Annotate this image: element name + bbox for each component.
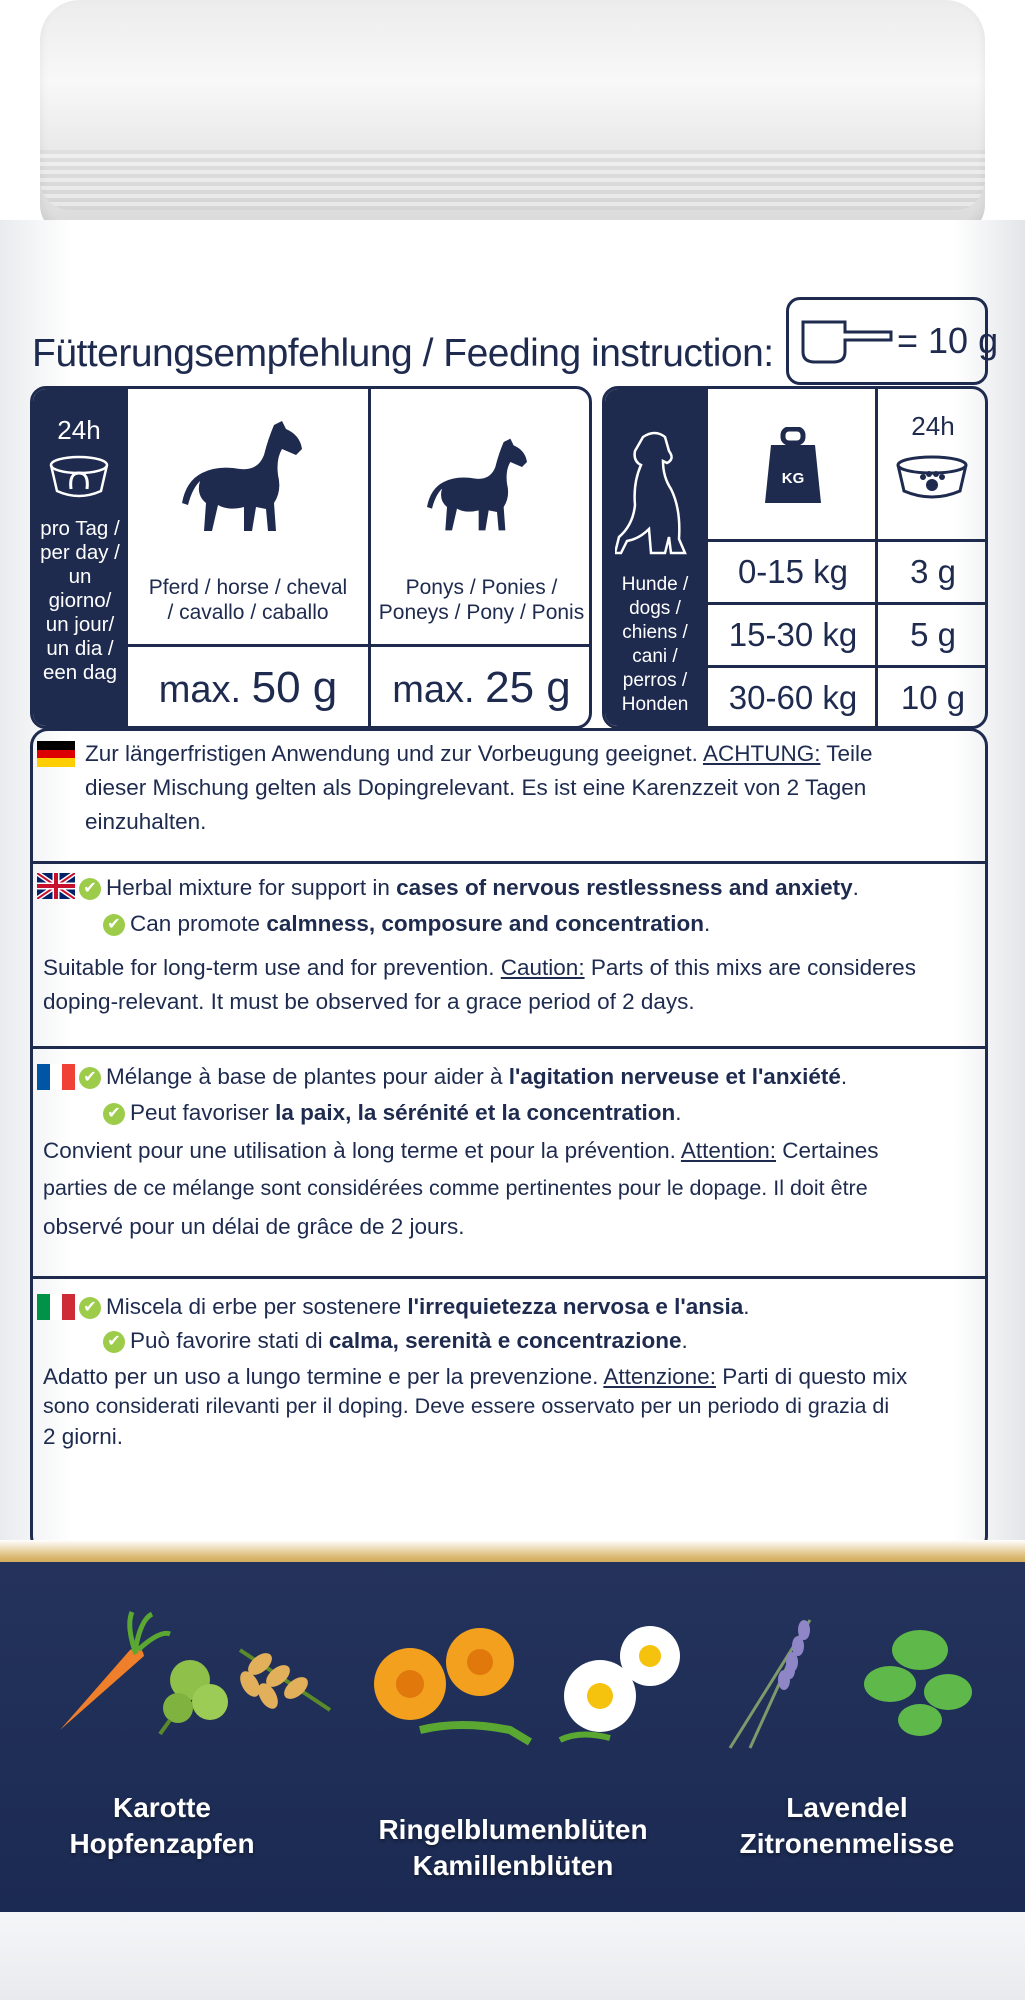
per-day-text: pro Tag / per day / un giorno/ un jour/ un dia / een dag: [40, 517, 120, 684]
dog-feeding-table: [602, 386, 988, 729]
calendula-chamomile-icon: [360, 1620, 700, 1760]
en-claim-2: ✔ Can promote calmness, composure and concentration.: [103, 911, 710, 937]
it-claim-1: ✔ Miscela di erbe per sostenere l'irrequietezza nervosa e l'ansia.: [79, 1294, 750, 1320]
dose-header: [878, 389, 988, 542]
en-claim-1: ✔ Herbal mixture for support in cases of nervous restlessness and anxiety.: [79, 875, 859, 901]
check-icon: ✔: [79, 1297, 101, 1319]
fr-claim-2: ✔ Peut favoriser la paix, la sérénité et la concentration.: [103, 1100, 682, 1126]
pony-icon: [371, 437, 592, 542]
de-line-1: Zur längerfristigen Anwendung und zur Vorbeugung geeignet. ACHTUNG: Teile: [85, 741, 873, 766]
uk-flag-icon: [37, 873, 75, 899]
it-line-1: Adatto per un uso a lungo termine e per la prevenzione. Attenzione: Parti di questo mix: [43, 1364, 908, 1389]
dog-dose-column: [875, 389, 988, 726]
herb-group-3: Lavendel Zitronenmelisse: [739, 1792, 955, 1859]
it-line-2: sono considerati rilevanti per il doping. Deve essere osservato per un periodo di grazia di: [43, 1394, 890, 1418]
fr-line-1: Convient pour une utilisation à long terme et pour la prévention. Attention: Certaines: [43, 1138, 879, 1163]
check-icon: ✔: [103, 1331, 125, 1353]
horse-column: [125, 389, 368, 726]
italian-flag-icon: [37, 1294, 75, 1320]
weight-header: [708, 389, 878, 542]
check-icon: ✔: [79, 1067, 101, 1089]
scoop-legend: [786, 297, 999, 385]
per-day-column: [33, 389, 125, 726]
per-day-24h: 24h: [57, 415, 101, 445]
paw-bowl-icon: [892, 453, 972, 503]
dog-weight-row-3: 30-60 kg: [728, 679, 858, 716]
dog-column: [605, 389, 705, 726]
svg-text:KG: KG: [781, 470, 805, 487]
section-english: [33, 861, 985, 1049]
german-flag-icon: [37, 741, 75, 767]
horse-icon: [128, 419, 368, 544]
pony-column: [368, 389, 592, 726]
it-line-3: 2 giorni.: [43, 1424, 124, 1449]
dog-label: Hunde / dogs / chiens / cani / perros / Honden: [621, 574, 689, 715]
jar-bottom: [0, 1912, 1025, 2000]
french-flag-icon: [37, 1064, 75, 1090]
check-icon: ✔: [103, 1103, 125, 1125]
fr-claim-1: ✔ Mélange à base de plantes pour aider à l'agitation nerveuse et l'anxiété.: [79, 1064, 847, 1090]
dog-icon: [615, 429, 695, 559]
de-line-2: dieser Mischung gelten als Dopingrelevant. Es ist eine Karenzzeit von 2 Tagen: [85, 775, 867, 800]
section-italian: [33, 1276, 985, 1551]
it-claim-2: ✔ Può favorire stati di calma, serenità e concentrazione.: [103, 1328, 688, 1354]
de-line-3: einzuhalten.: [85, 809, 207, 834]
dog-weight-row-1: 0-15 kg: [708, 542, 878, 605]
horse-label: Pferd / horse / cheval / cavallo / caballo: [148, 576, 348, 624]
lavender-melissa-icon: [720, 1600, 990, 1750]
fr-line-2: parties de ce mélange sont considérées comme pertinentes pour le dopage. Il doit être: [43, 1176, 868, 1200]
carrot-hops-wheat-icon: [40, 1610, 340, 1740]
description-panel: [30, 728, 988, 1554]
kg-weight-icon: [763, 427, 823, 507]
dog-dose-row-3: 10 g: [900, 679, 966, 716]
fr-line-3: observé pour un délai de grâce de 2 jours.: [43, 1214, 465, 1239]
horse-feeding-table: [30, 386, 592, 729]
pony-amount: max. 25 g: [371, 644, 592, 729]
lid-ribs: [40, 150, 985, 210]
check-icon: ✔: [79, 878, 101, 900]
scoop-icon: [797, 314, 895, 368]
feeding-title: Fütterungsempfehlung / Feeding instruction:: [32, 332, 774, 375]
dog-dose-row-1: 3 g: [878, 542, 988, 605]
en-line-1: Suitable for long-term use and for prevention. Caution: Parts of this mixs are consideres: [43, 955, 916, 980]
section-french: [33, 1046, 985, 1279]
dog-dose-row-2: 5 g: [878, 605, 988, 668]
dose-24h: 24h: [911, 411, 955, 441]
dog-weight-row-2: 15-30 kg: [708, 605, 878, 668]
herb-group-2: Ringelblumenblüten Kamillenblüten: [378, 1814, 648, 1881]
scoop-value: = 10 g: [897, 320, 999, 361]
check-icon: ✔: [103, 914, 125, 936]
section-german: [33, 731, 985, 864]
herb-group-1: Karotte Hopfenzapfen: [69, 1792, 255, 1859]
pony-label: Ponys / Ponies / Poneys / Pony / Ponis: [378, 576, 585, 624]
dog-weight-column: [705, 389, 878, 726]
horseshoe-bowl-icon: [47, 453, 111, 501]
horse-amount: max. 50 g: [128, 644, 368, 729]
en-line-2: doping-relevant. It must be observed for a grace period of 2 days.: [43, 989, 695, 1014]
